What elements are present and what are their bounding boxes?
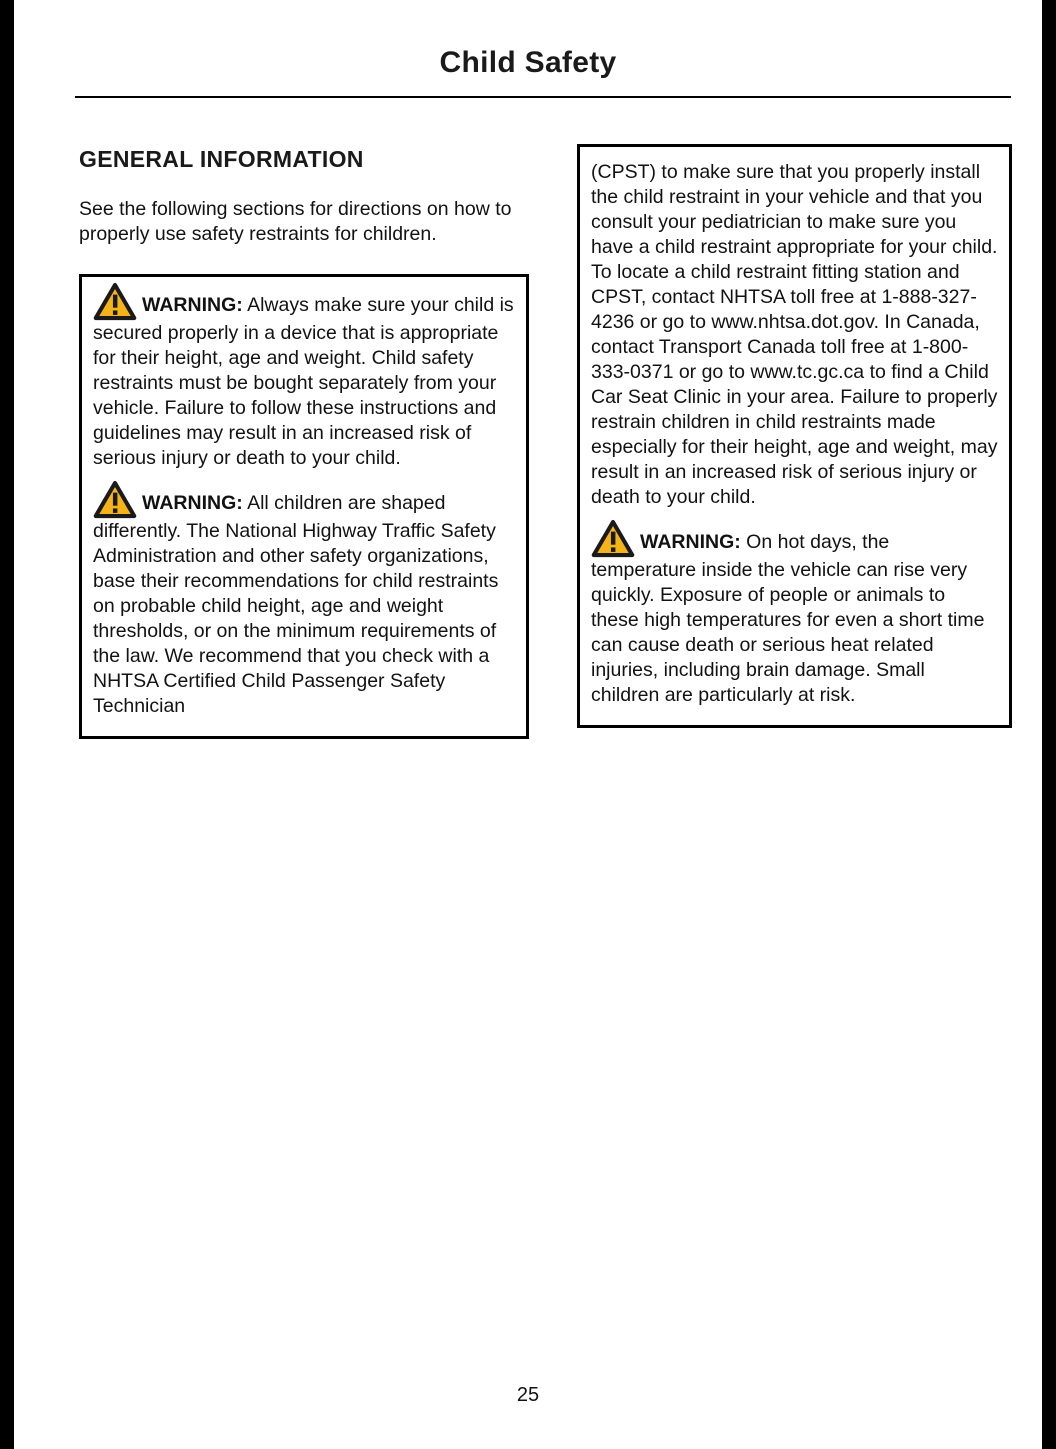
page-header [0,0,1056,98]
warning-triangle-icon [93,492,142,514]
right-column [577,144,1012,728]
warning-box-left [79,274,529,739]
page-number: 25 [516,1384,540,1406]
intro-paragraph: See the following sections for directions on how to properly use safety restraints for children. [79,198,512,245]
page-title: Child Safety [439,46,617,79]
page-footer [14,1384,1042,1407]
warning-triangle-icon [93,294,142,316]
warning-label: WARNING: [640,531,741,553]
section-heading: GENERAL INFORMATION [79,146,364,172]
warning-text: All children are shaped differently. The National Highway Traffic Safety Administration and other safety organizations, base their recommendations for child restraints on probable child height, age and weight thresholds, or on the minimum requirements of the law. We recommend that you check with a NHTSA Certified Child Passenger Safety Technician [93,492,499,717]
warning-continuation-paragraph: (CPST) to make sure that you properly install the child restraint in your vehicle and that you consult your pediatrician to make sure you have a child restraint appropriate for your child. To locate a child restraint fitting station and CPST, contact NHTSA toll free at 1-888-327-4236 or go to www.nhtsa.dot.gov. In Canada, contact Transport Canada toll free at 1-800-333-0371 or go to www.tc.gc.ca to find a Child Car Seat Clinic in your area. Failure to properly restrain children in child restraints made especially for their height, age and weight, may result in an increased risk of serious injury or death to your child. [591,161,998,508]
warning-text: Always make sure your child is secured properly in a device that is appropriate for their height, age and weight. Child safety restraints must be bought separately from your vehicle. Failure to follow these instructions and guidelines may result in an increased risk of serious injury or death to your child. [93,294,514,469]
content-columns [79,144,1012,739]
warning-paragraph [93,290,515,471]
warning-paragraph [93,488,515,719]
header-divider [75,96,1011,98]
warning-label: WARNING: [142,294,243,316]
left-column [79,144,529,739]
warning-label: WARNING: [142,492,243,514]
right-edge-bar [1042,0,1056,1449]
left-edge-bar [0,0,14,1449]
warning-paragraph [591,527,998,708]
warning-triangle-icon [591,531,640,553]
warning-text: On hot days, the temperature inside the vehicle can rise very quickly. Exposure of people or animals to these high temperatures for even a short time can cause death or serious heat related injuries, including brain damage. Small children are particularly at risk. [591,531,985,706]
warning-box-right [577,144,1012,728]
